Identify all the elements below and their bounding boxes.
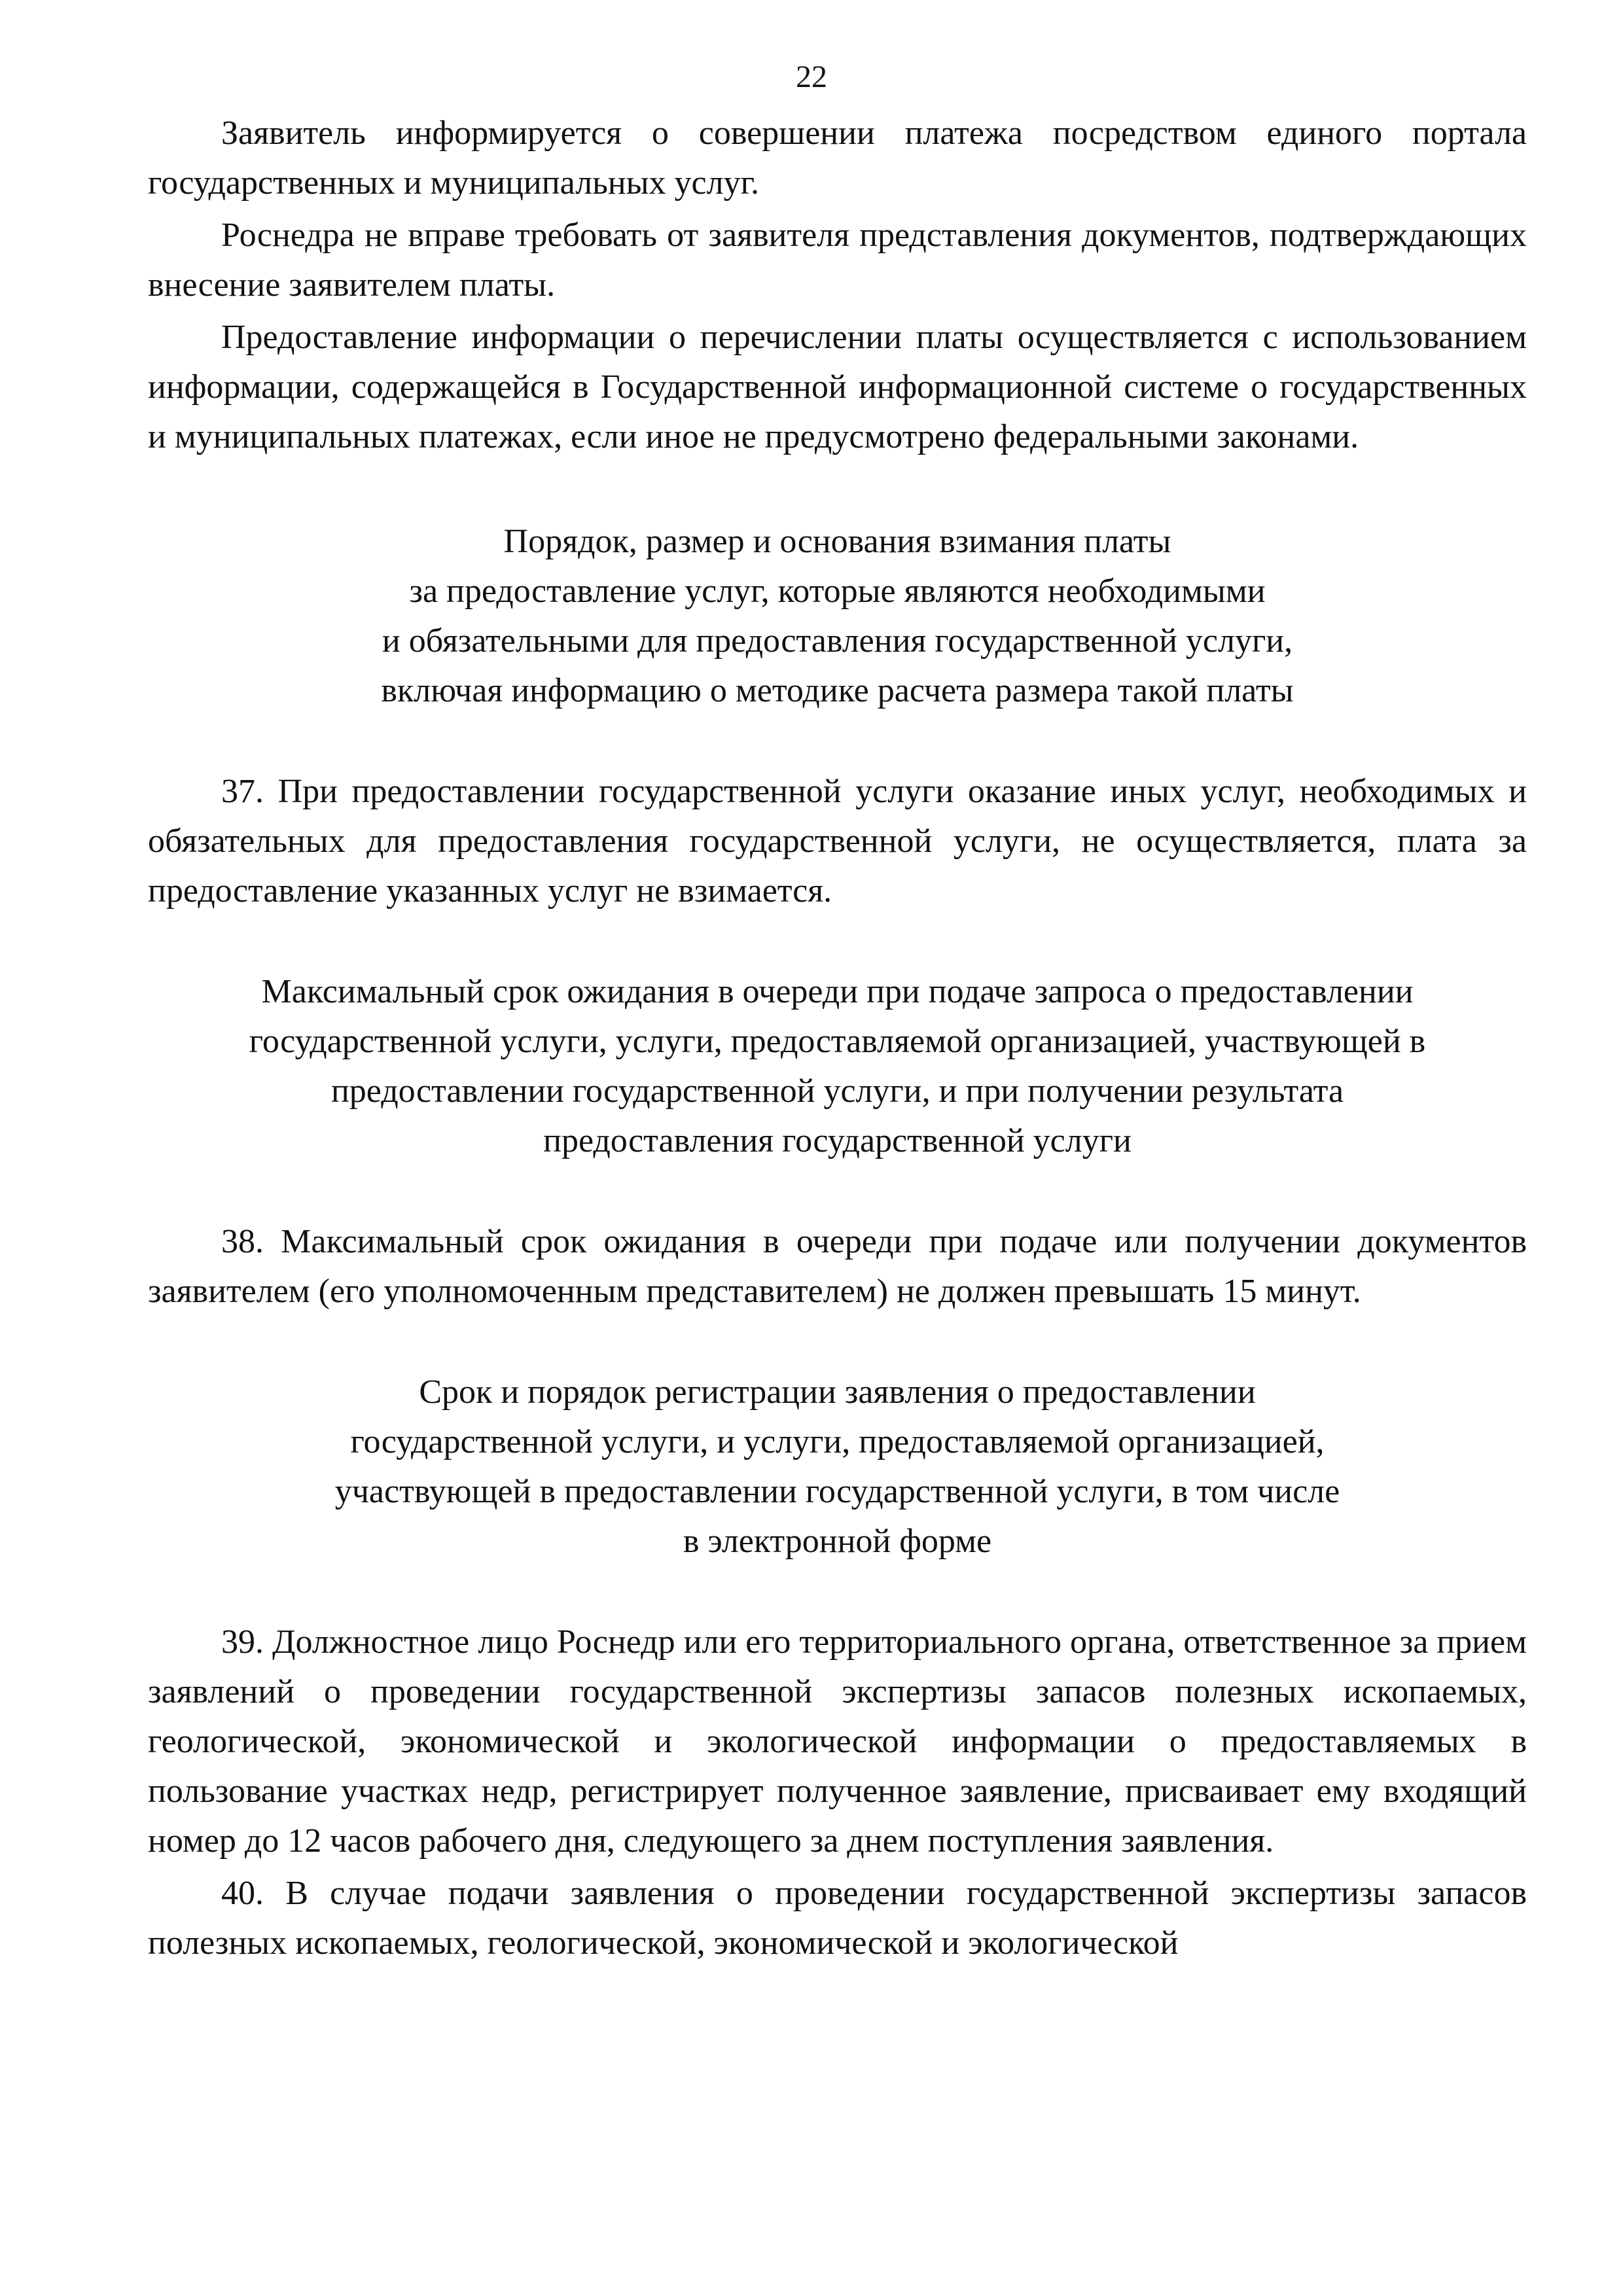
heading-line: в электронной форме (683, 1523, 992, 1560)
heading-line: Порядок, размер и основания взимания платы (503, 523, 1171, 560)
heading-line: предоставления государственной услуги (543, 1122, 1132, 1159)
paragraph-38: 38. Максимальный срок ожидания в очереди при подаче или получении документов заявителем (его уполномоченным представителем) не должен превышать 15 минут. (148, 1223, 1527, 1310)
heading-line: за предоставление услуг, которые являются необходимыми (409, 573, 1266, 610)
paragraph-no-documents-required: Роснедра не вправе требовать от заявителя представления документов, подтверждающих внесение заявителем платы. (148, 217, 1527, 304)
paragraph-37: 37. При предоставлении государственной услуги оказание иных услуг, необходимых и обязательных для предоставления государственной услуги, не осуществляется, плата за предоставление указанных услуг не взимается. (148, 773, 1527, 910)
heading-line: государственной услуги, и услуги, предоставляемой организацией, (350, 1423, 1325, 1460)
heading-line: Максимальный срок ожидания в очереди при подаче запроса о предоставлении (261, 973, 1414, 1010)
paragraph-39: 39. Должностное лицо Роснедр или его территориального органа, ответственное за прием заявлений о проведении государственной экспертизы запасов полезных ископаемых, геологической, экономической и экологической информации о предоставляемых в пользование участках недр, регистрирует полученное заявление, присваивает ему входящий номер до 12 часов рабочего дня, следующего за днем поступления заявления. (148, 1623, 1527, 1860)
paragraph-payment-notice: Заявитель информируется о совершении платежа посредством единого портала государственных и муниципальных услуг. (148, 115, 1527, 202)
heading-line: участвующей в предоставлении государственной услуги, в том числе (334, 1473, 1340, 1510)
heading-line: Срок и порядок регистрации заявления о предоставлении (419, 1373, 1256, 1411)
paragraph-40: 40. В случае подачи заявления о проведении государственной экспертизы запасов полезных ископаемых, геологической, экономической и экологической (148, 1875, 1527, 1962)
heading-line: государственной услуги, услуги, предоставляемой организацией, участвующей в (249, 1023, 1426, 1060)
section-heading-registration (148, 1368, 1527, 1566)
section-heading-queue-time (148, 967, 1527, 1166)
document-body (148, 109, 1527, 1968)
heading-line: предоставлении государственной услуги, и при получении результата (330, 1072, 1344, 1110)
heading-line: включая информацию о методике расчета размера такой платы (381, 672, 1294, 709)
page-number: 22 (796, 60, 827, 94)
section-heading-fee-procedure (148, 517, 1527, 716)
heading-line: и обязательными для предоставления государственной услуги, (382, 622, 1293, 660)
paragraph-payment-info-system: Предоставление информации о перечислении платы осуществляется с использованием информации, содержащейся в Государственной информационной системе о государственных и муниципальных платежах, если иное не предусмотрено федеральными законами. (148, 319, 1527, 455)
